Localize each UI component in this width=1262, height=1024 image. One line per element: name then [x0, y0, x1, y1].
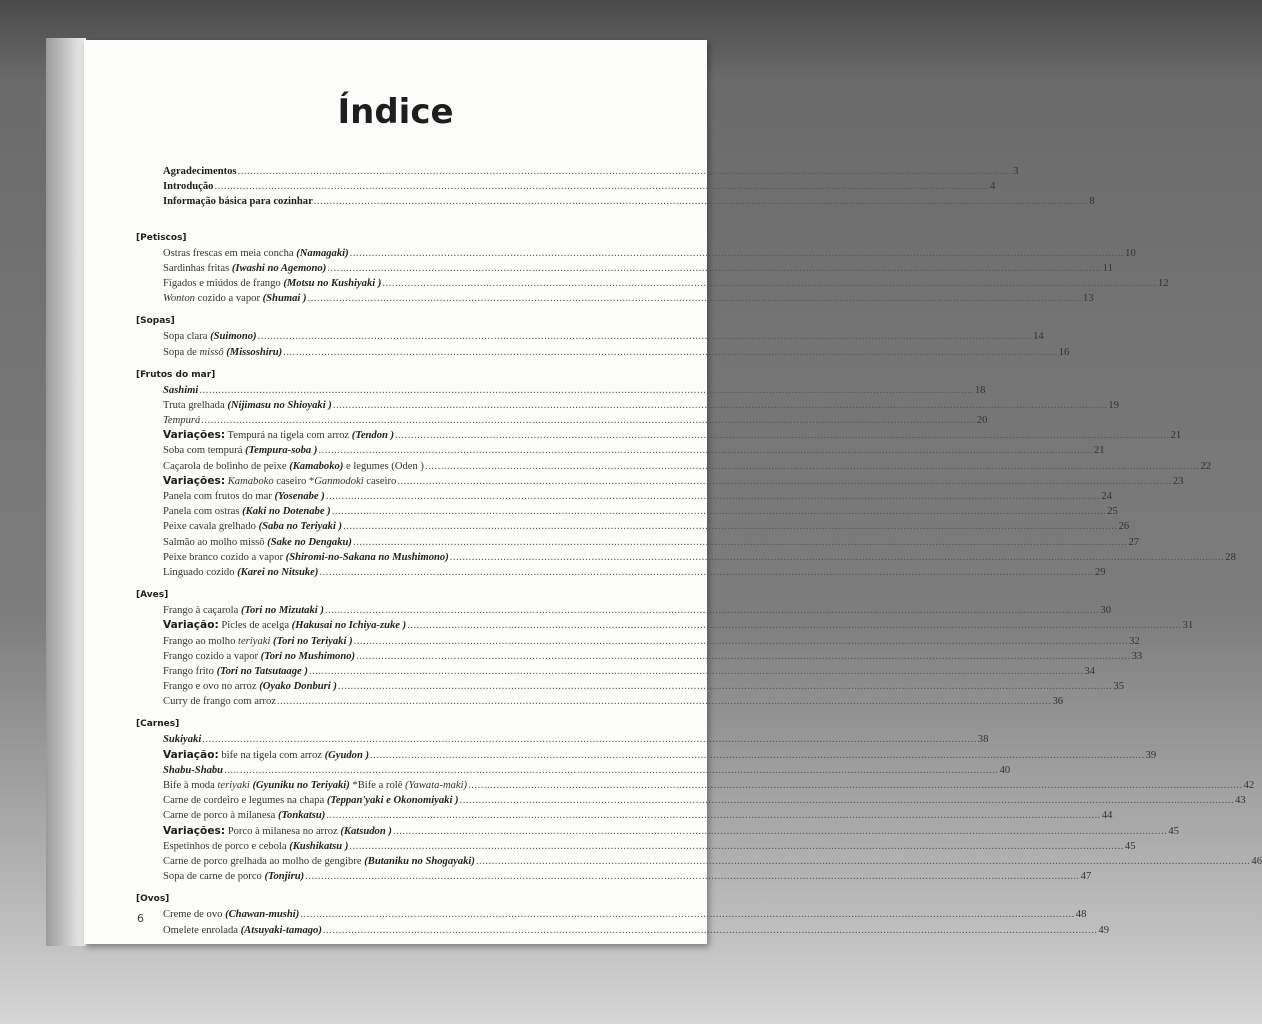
toc-entry-text: Panela com frutos do mar — [163, 491, 275, 502]
toc-entry-page: 26 — [1118, 521, 1130, 533]
toc-entry — [163, 839, 1136, 854]
dot-leader — [356, 649, 1131, 664]
toc-entry-text: Sardinhas fritas — [163, 262, 232, 274]
toc-entry-label — [163, 854, 475, 869]
toc-entry-text: Sashimi — [163, 384, 199, 396]
toc-entry-text: Peixe cavala grelhado — [163, 521, 259, 533]
toc-entry-text: Shabu-Shabu — [163, 764, 224, 776]
toc-entry-page: 21 — [1093, 445, 1105, 457]
toc-entry-text: (Butaniku no Shogayaki) — [364, 855, 475, 867]
toc-entry-text: Frango ao molho — [163, 635, 239, 647]
dot-leader — [258, 329, 1033, 344]
toc-entry — [163, 276, 1169, 291]
dot-leader — [354, 634, 1129, 649]
toc-entry-text: (Tori no Teriyaki ) — [273, 635, 353, 647]
toc-entry-text: Wonton — [163, 293, 195, 305]
toc-entry-text: (Atsuyaki-tamago) — [240, 924, 322, 936]
toc-entry-label: Agradecimentos — [163, 166, 237, 177]
toc-entry-label — [163, 329, 257, 344]
toc-entry-text: (Tonjiru) — [264, 871, 305, 883]
toc-entry-page: 35 — [1113, 681, 1125, 693]
section-heading: [Frutos do mar] — [136, 369, 216, 380]
toc-entry-page: 36 — [1052, 696, 1064, 708]
section-heading: [Petiscos] — [136, 232, 187, 243]
toc-section — [84, 891, 1109, 937]
toc-entry — [163, 869, 1092, 884]
dot-leader — [323, 923, 1098, 938]
toc-entry-text: Creme de ovo — [163, 909, 226, 921]
toc-sections — [84, 230, 1262, 938]
toc-entry — [163, 694, 1064, 709]
toc-entry-text: Picles de acelga — [218, 620, 292, 632]
toc-entry-text: caseiro * — [273, 475, 315, 487]
dot-leader — [305, 869, 1080, 884]
toc-entry-text: (Tendon ) — [351, 430, 395, 442]
toc-entry — [163, 443, 1105, 458]
dot-leader — [319, 565, 1094, 580]
toc-entry-page: 30 — [1100, 605, 1111, 617]
toc-entry-label — [163, 808, 325, 823]
toc-entry-text: Variação: — [163, 748, 219, 761]
toc-entry-label — [163, 504, 331, 519]
toc-entry-text: (Missoshiru) — [226, 346, 283, 358]
toc-section — [84, 367, 1236, 580]
toc-entry-text: (Oyako Donburi ) — [259, 681, 337, 693]
dot-leader — [325, 603, 1100, 618]
toc-entry-page: 18 — [974, 384, 986, 396]
toc-entry-text: Peixe branco cozido a vapor — [163, 551, 286, 563]
toc-entry-page: 16 — [1058, 346, 1070, 358]
toc-entry-text: (Iwashi no Agemono) — [231, 262, 327, 274]
section-heading: [Carnes] — [136, 719, 180, 730]
toc-entry-page: 48 — [1075, 909, 1087, 921]
toc-entry-text: Panela com ostras — [163, 506, 243, 518]
toc-entry-text: (Kamaboko) — [289, 460, 344, 472]
toc-entry-label — [163, 459, 424, 474]
toc-entry-page: 47 — [1080, 871, 1092, 883]
dot-leader — [314, 194, 1089, 209]
toc-entry-page: 23 — [1172, 475, 1184, 487]
toc-entry-page: 8 — [1089, 196, 1095, 208]
dot-leader — [350, 246, 1125, 261]
toc-entry-page: 29 — [1094, 566, 1106, 578]
toc-entry-text: (Tonkatsu) — [278, 810, 326, 822]
dot-leader — [300, 907, 1075, 922]
toc-entry-label — [163, 839, 348, 854]
toc-entry — [163, 246, 1136, 261]
toc-entry-page: 43 — [1235, 795, 1246, 807]
toc-entry-label — [163, 618, 406, 633]
toc-entry-label — [163, 679, 337, 694]
toc-entry-label — [163, 694, 276, 709]
dot-leader — [327, 261, 1102, 276]
toc-entry-text: e legumes (Oden ) — [343, 460, 424, 472]
toc-entry-page: 4 — [989, 181, 996, 193]
toc-entry — [163, 793, 1246, 808]
toc-entry — [163, 649, 1143, 664]
toc-entry-label — [163, 565, 318, 580]
dot-leader — [332, 504, 1107, 519]
dot-leader — [382, 276, 1157, 291]
toc-entry — [163, 291, 1094, 306]
dot-leader — [283, 345, 1058, 360]
toc-entry-label — [163, 443, 317, 458]
dot-leader — [199, 383, 974, 398]
toc-entry — [163, 413, 988, 428]
toc-entry — [163, 383, 986, 398]
dot-leader — [353, 535, 1128, 550]
toc-entry-text: Tempurá — [163, 415, 201, 427]
toc-entry-page: 40 — [999, 764, 1011, 776]
toc-entry-text: (Suimono) — [210, 331, 257, 343]
toc-entry-text: (Tori no Tatsutaage ) — [216, 665, 308, 677]
toc-entry-label — [163, 474, 396, 489]
toc-entry-text: (Tori no Mizutaki ) — [240, 605, 324, 617]
toc-entry-text: (Tori no Mushimono) — [260, 650, 356, 662]
toc-entry-label — [163, 664, 308, 679]
dot-leader — [202, 732, 977, 747]
toc-entry-text: (Teppan'yaki e Okonomiyaki ) — [326, 795, 459, 807]
toc-entry-page: 3 — [1013, 166, 1019, 177]
toc-entry-text: Fígados e miúdos de frango — [163, 277, 284, 289]
dot-leader — [318, 443, 1093, 458]
toc-section — [84, 230, 1169, 307]
toc-entry-label — [163, 923, 322, 938]
toc-entry-page: 11 — [1102, 262, 1113, 274]
toc-entry-label — [163, 550, 449, 565]
toc-entry-text: Espetinhos de porco e cebola — [163, 840, 290, 852]
toc-entry — [163, 345, 1070, 360]
toc-entry-label — [163, 603, 324, 618]
toc-entry — [163, 261, 1113, 276]
toc-entry-text: (Tempura-soba ) — [245, 445, 318, 457]
toc-entry-page: 24 — [1101, 491, 1112, 502]
toc-entry-label — [163, 649, 355, 664]
toc-entry-page: 12 — [1157, 277, 1169, 289]
toc-entry-label — [163, 276, 381, 291]
toc-entry-page: 19 — [1108, 399, 1119, 411]
dot-leader — [201, 413, 976, 428]
toc-entry-page: 28 — [1225, 551, 1236, 563]
toc-entry-text: Frango e ovo no arroz — [163, 681, 260, 693]
toc-entry-label — [163, 869, 304, 884]
dot-leader — [460, 793, 1235, 808]
dot-leader — [343, 519, 1118, 534]
toc-entry — [163, 634, 1140, 649]
dot-leader — [468, 778, 1243, 793]
dot-leader — [277, 694, 1052, 709]
toc-entry-page: 38 — [977, 734, 989, 746]
toc-entry-page: 27 — [1128, 536, 1140, 548]
dot-leader — [309, 664, 1084, 679]
toc-entry — [163, 179, 996, 194]
toc-entry-text: Ostras frescas em meia concha — [163, 247, 297, 259]
toc-entry-page: 10 — [1125, 247, 1136, 259]
dot-leader — [326, 808, 1101, 823]
toc-entry-text: Linguado cozido — [163, 566, 238, 578]
toc-section — [84, 716, 1262, 884]
toc-entry-text: (Nijimasu no Shioyaki ) — [227, 399, 332, 411]
toc-entry-label — [163, 519, 342, 534]
toc-entry — [163, 923, 1109, 938]
toc-entry-text: Caçarola de bolinho de peixe — [163, 460, 290, 472]
toc-entry-label — [163, 907, 299, 922]
toc-entry-text: Omelete enrolada — [163, 924, 241, 936]
toc-entry-text: Variações: — [163, 474, 226, 487]
toc-entry-text: caseiro — [363, 475, 397, 487]
toc-entry-text: cozido a vapor — [194, 293, 263, 305]
toc-entry-page: 34 — [1084, 665, 1096, 677]
dot-leader — [450, 550, 1225, 565]
toc-entry-text: Carne de porco grelhada ao molho de gengibre — [163, 855, 365, 867]
toc-entry-text: (Shumai ) — [262, 293, 307, 305]
front-matter-list — [84, 164, 1095, 210]
toc-entry — [163, 748, 1157, 763]
page-number: 6 — [137, 912, 144, 925]
toc-entry-text: (Gyuniku no Teriyaki) — [252, 780, 350, 791]
dot-leader — [308, 291, 1083, 306]
toc-entry-page: 45 — [1168, 825, 1179, 837]
toc-section — [84, 313, 1070, 359]
toc-entry-text: Frango frito — [163, 665, 217, 677]
toc-entry — [163, 618, 1194, 633]
toc-entry-label — [163, 793, 459, 808]
dot-leader — [397, 474, 1172, 489]
toc-entry-label — [163, 345, 282, 360]
toc-entry-text: Salmão ao molho missô — [163, 536, 268, 548]
book-page — [84, 40, 1262, 944]
toc-entry-text: Porco à milanesa no arroz — [225, 825, 341, 837]
toc-entry — [163, 778, 1255, 793]
toc-entry-text: (Yosenabe ) — [274, 491, 325, 502]
dot-leader — [476, 854, 1251, 869]
toc-entry-text: Variação: — [163, 619, 219, 632]
toc-entry-label — [163, 383, 198, 398]
toc-entry — [163, 329, 1044, 344]
toc-entry — [163, 565, 1106, 580]
toc-entry-text: Variações: — [163, 824, 226, 837]
toc-entry-label — [163, 535, 352, 550]
toc-entry-page: 42 — [1243, 780, 1255, 791]
toc-entry-page: 46 — [1251, 855, 1262, 867]
dot-leader — [333, 398, 1108, 413]
toc-entry — [163, 603, 1111, 618]
toc-entry-text: teriyaki — [238, 635, 271, 647]
toc-entry-text: Tempurá na tigela com arroz — [225, 430, 352, 442]
toc-entry-text: (Kushikatsu ) — [289, 840, 349, 852]
toc-entry-text: (Katsudon ) — [340, 825, 392, 837]
toc-entry — [163, 808, 1113, 823]
toc-entry — [163, 519, 1130, 534]
page-title: Índice — [337, 92, 454, 132]
toc-entry-label: Informação básica para cozinhar — [163, 196, 313, 208]
dot-leader — [224, 763, 999, 778]
dot-leader — [214, 179, 989, 194]
toc-entry — [163, 854, 1262, 869]
dot-leader — [425, 459, 1200, 474]
toc-entry-page: 49 — [1098, 924, 1109, 936]
toc-entry-text: Sopa de — [163, 346, 200, 358]
toc-entry-page: 39 — [1145, 749, 1157, 761]
toc-entry-text: teriyaki — [217, 780, 250, 791]
toc-entry-label — [163, 413, 200, 428]
toc-entry-label — [163, 763, 223, 778]
toc-entry — [163, 679, 1125, 694]
toc-entry-page: 21 — [1170, 430, 1182, 442]
toc-entry — [163, 550, 1236, 565]
toc-entry-label — [163, 732, 201, 747]
toc-entry-text: Sopa clara — [163, 331, 211, 343]
toc-entry-page: 14 — [1033, 331, 1044, 343]
toc-entry-page: 22 — [1200, 460, 1212, 472]
toc-entry-text: (Karei no Nitsuke) — [237, 566, 319, 578]
toc-entry — [163, 398, 1119, 413]
toc-entry-label — [163, 261, 326, 276]
toc-entry-text: (Kaki no Dotenabe ) — [242, 506, 331, 518]
dot-leader — [370, 748, 1145, 763]
dot-leader — [395, 428, 1170, 443]
toc-entry — [163, 164, 1019, 179]
toc-entry-label — [163, 246, 349, 261]
toc-entry-text: Curry de frango com arroz — [163, 696, 276, 708]
toc-entry-label — [163, 489, 325, 504]
toc-entry-text: Frango à caçarola — [163, 605, 241, 617]
toc-entry-label — [163, 428, 394, 443]
toc-entry — [163, 489, 1112, 504]
toc-entry — [163, 763, 1011, 778]
toc-entry-label: Introdução — [163, 181, 214, 193]
toc-entry — [163, 732, 989, 747]
toc-entry-text: (Shiromi-no-Sakana no Mushimono) — [285, 551, 449, 563]
toc-entry-text: Bife à moda — [163, 780, 218, 791]
toc-entry-text: Variações: — [163, 429, 226, 442]
toc-entry — [163, 824, 1179, 839]
toc-entry-text: (Motsu no Kushiyaki ) — [283, 277, 382, 289]
section-heading: [Aves] — [136, 590, 169, 601]
toc-entry-text: (Sake no Dengaku) — [267, 536, 352, 548]
dot-leader — [326, 489, 1101, 504]
toc-entry-label — [163, 398, 332, 413]
toc-entry — [163, 907, 1087, 922]
toc-entry-text: Ganmodoki — [314, 475, 364, 487]
toc-entry — [163, 535, 1140, 550]
toc-entry-text: Kamaboko — [227, 475, 274, 487]
toc-entry-text: (Gyudon ) — [324, 749, 370, 761]
toc-section — [84, 587, 1194, 709]
toc-entry-text: (Namagaki) — [296, 247, 349, 259]
section-heading: [Sopas] — [136, 316, 175, 327]
toc-entry-text: missô — [199, 346, 224, 358]
section-heading: [Ovos] — [136, 894, 170, 905]
toc-entry-label — [163, 291, 307, 306]
toc-entry-page: 13 — [1083, 293, 1094, 305]
table-of-contents — [84, 164, 1262, 938]
dot-leader — [393, 824, 1168, 839]
toc-entry-page: 33 — [1131, 650, 1143, 662]
toc-entry-text: Soba com tempurá — [163, 445, 246, 457]
book-edge — [46, 38, 86, 946]
toc-entry-text: Carne de cordeiro e legumes na chapa — [163, 795, 327, 807]
toc-entry — [163, 474, 1184, 489]
toc-entry — [163, 664, 1096, 679]
toc-entry-page: 32 — [1129, 635, 1140, 647]
toc-entry-text: (Saba no Teriyaki ) — [258, 521, 343, 533]
dot-leader — [407, 618, 1182, 633]
toc-entry-page: 20 — [976, 415, 988, 427]
toc-entry-label — [163, 634, 353, 649]
toc-entry-text: *Bife a rolê — [349, 780, 406, 791]
dot-leader — [349, 839, 1124, 854]
toc-entry-text: Truta grelhada — [163, 399, 228, 411]
toc-entry-page: 45 — [1124, 840, 1136, 852]
toc-entry-text: (Yawata-maki) — [405, 780, 468, 791]
toc-entry-text: (Hakusai no Ichiya-zuke ) — [291, 620, 407, 632]
toc-entry — [163, 459, 1212, 474]
toc-entry-text: Carne de porco à milanesa — [163, 810, 279, 822]
toc-entry-page: 44 — [1101, 810, 1113, 822]
toc-entry-text: Sukiyaki — [163, 734, 202, 746]
toc-entry-label — [163, 824, 392, 839]
toc-entry — [163, 428, 1182, 443]
toc-entry-label — [163, 748, 369, 763]
toc-entry-page: 25 — [1107, 506, 1118, 518]
toc-entry-text: Sopa de carne de porco — [163, 871, 265, 883]
toc-entry-text: (Chawan-mushi) — [225, 909, 300, 921]
toc-entry-page: 31 — [1182, 620, 1194, 632]
toc-entry — [163, 194, 1095, 209]
dot-leader — [238, 164, 1013, 179]
toc-entry-label — [163, 778, 467, 793]
toc-entry-text: bife na tigela com arroz — [218, 749, 325, 761]
toc-entry — [163, 504, 1118, 519]
dot-leader — [338, 679, 1113, 694]
toc-entry-text: Frango cozido a vapor — [163, 650, 261, 662]
